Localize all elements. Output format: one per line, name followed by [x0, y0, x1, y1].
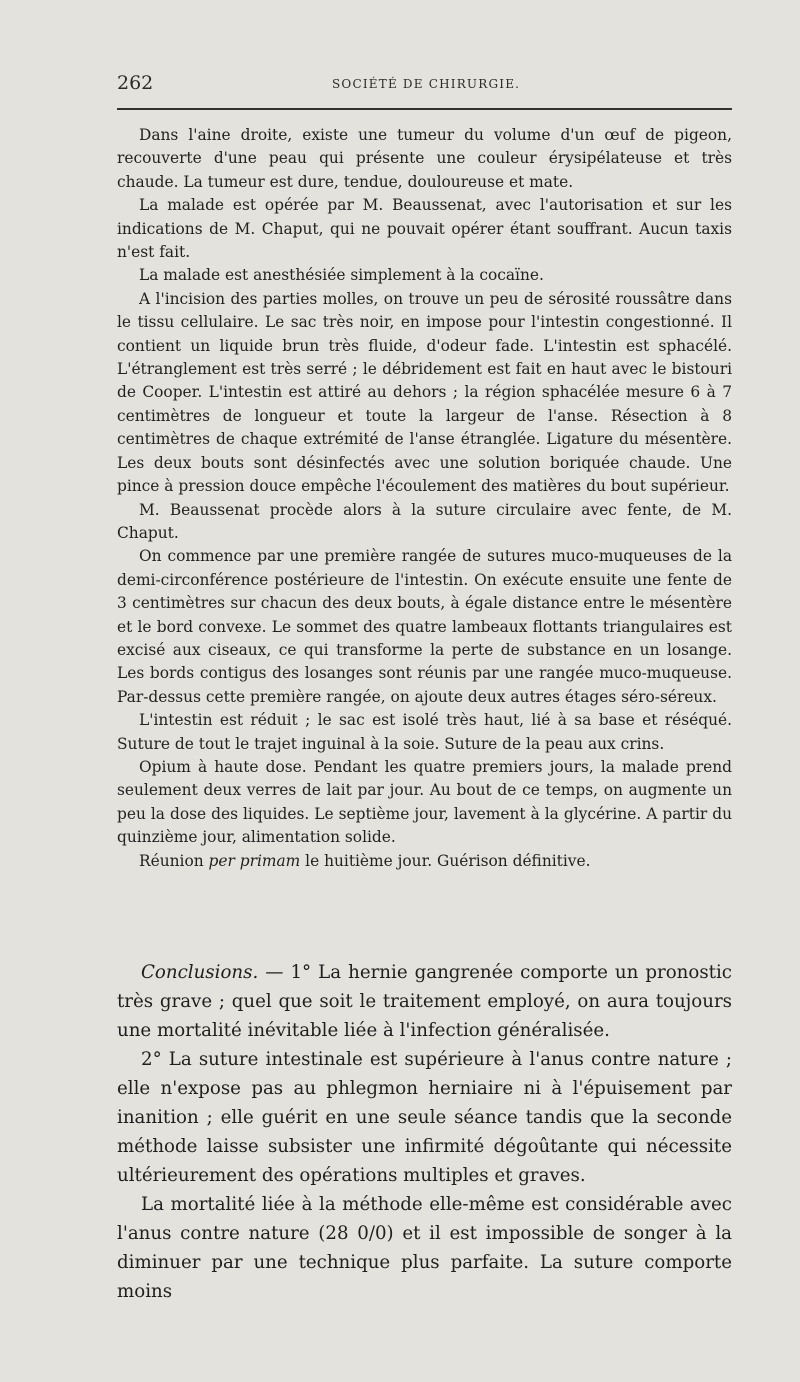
- paragraph-anesthesia: La malade est anesthésiée simplement à la cocaïne.: [139, 266, 544, 285]
- paragraph-operator: La malade est opérée par M. Beaussenat, avec l'autorisation et sur les indications de M. Chaput, qui ne pouvait opérer étant souffrant. Aucun taxis n'est fait.: [117, 196, 732, 262]
- paragraph-incision: A l'incision des parties molles, on trouve un peu de sérosité roussâtre dans le tissu cellulaire. Le sac très noir, en impose pour l'intestin congestionné. Il contient un liquide brun très fluide, d'odeur fade. L'intestin est sphacélé. L'étranglement est très serré ; le débridement est fait en haut avec le bistouri de Cooper. L'intestin est attiré au dehors ; la région sphacélée mesure 6 à 7 centimètres de longueur et toute la largeur de l'anse. Résection à 8 centimètres de chaque extrémité de l'anse étranglée. Ligature du mésentère. Les deux bouts sont désinfectés avec une solution boriquée chaude. Une pince à pression douce empêche l'écoulement des matières du bout supérieur.: [117, 289, 732, 496]
- paragraph-postoperative: Opium à haute dose. Pendant les quatre premiers jours, la malade prend seulement deux verres de lait par jour. Au bout de ce temps, on augmente un peu la dose des liquides. Le septième jour, lavement à la glycérine. A partir du quinzième jour, alimentation solide.: [117, 757, 732, 847]
- reunion-after: le huitième jour. Guérison définitive.: [305, 851, 591, 870]
- conclusion-3: La mortalité liée à la méthode elle-même est considérable avec l'anus contre nature (28 0/0) et il est impossible de songer à la diminuer par une technique plus parfaite. La suture comporte moins: [117, 1194, 732, 1302]
- page-number: 262: [117, 72, 154, 94]
- case-report-text: [117, 124, 732, 873]
- paragraph-suture-steps: On commence par une première rangée de sutures muco-muqueuses de la demi-circonférence postérieure de l'intestin. On exécute ensuite une fente de 3 centimètres sur chacun des deux bouts, à égale distance entre le mésentère et le bord convexe. Le sommet des quatre lambeaux flottants triangulaires est excisé aux ciseaux, ce qui transforme la perte de substance en un losange. Les bords contigus des losanges sont réunis par une rangée muco-muqueuse. Par-dessus cette première rangée, on ajoute deux autres étages séro-séreux.: [117, 547, 732, 706]
- reunion-before: Réunion: [139, 851, 204, 870]
- page-header: [117, 72, 732, 96]
- conclusion-1-text: — 1° La hernie gangrenée comporte un pronostic très grave ; quel que soit le traitement employé, on aura toujours une mortalité inévitable liée à l'infection généralisée.: [117, 962, 732, 1041]
- paragraph-tumor-description: Dans l'aine droite, existe une tumeur du volume d'un œuf de pigeon, recouverte d'une peau qui présente une couleur érysipélateuse et très chaude. La tumeur est dure, tendue, douloureuse et mate.: [117, 126, 732, 191]
- header-rule: [117, 108, 732, 110]
- conclusion-2: 2° La suture intestinale est supérieure à l'anus contre nature ; elle n'expose pas au phlegmon herniaire ni à l'épuisement par inanition ; elle guérit en une seule séance tandis que la seconde méthode laisse subsister une infirmité dégoûtante qui nécessite ultérieurement des opérations multiples et graves.: [117, 1049, 732, 1186]
- conclusions-section: [117, 958, 732, 1306]
- conclusion-1: [117, 958, 732, 1045]
- paragraph-reunion: [117, 850, 732, 873]
- paragraph-closure: L'intestin est réduit ; le sac est isolé très haut, lié à sa base et réséqué. Suture de tout le trajet inguinal à la soie. Suture de la peau aux crins.: [117, 711, 732, 753]
- reunion-italic: per primam: [208, 851, 301, 870]
- conclusions-label: Conclusions.: [141, 962, 259, 983]
- running-head: SOCIÉTÉ DE CHIRURGIE.: [332, 77, 521, 91]
- paragraph-suture-method: M. Beaussenat procède alors à la suture circulaire avec fente, de M. Chaput.: [117, 500, 732, 542]
